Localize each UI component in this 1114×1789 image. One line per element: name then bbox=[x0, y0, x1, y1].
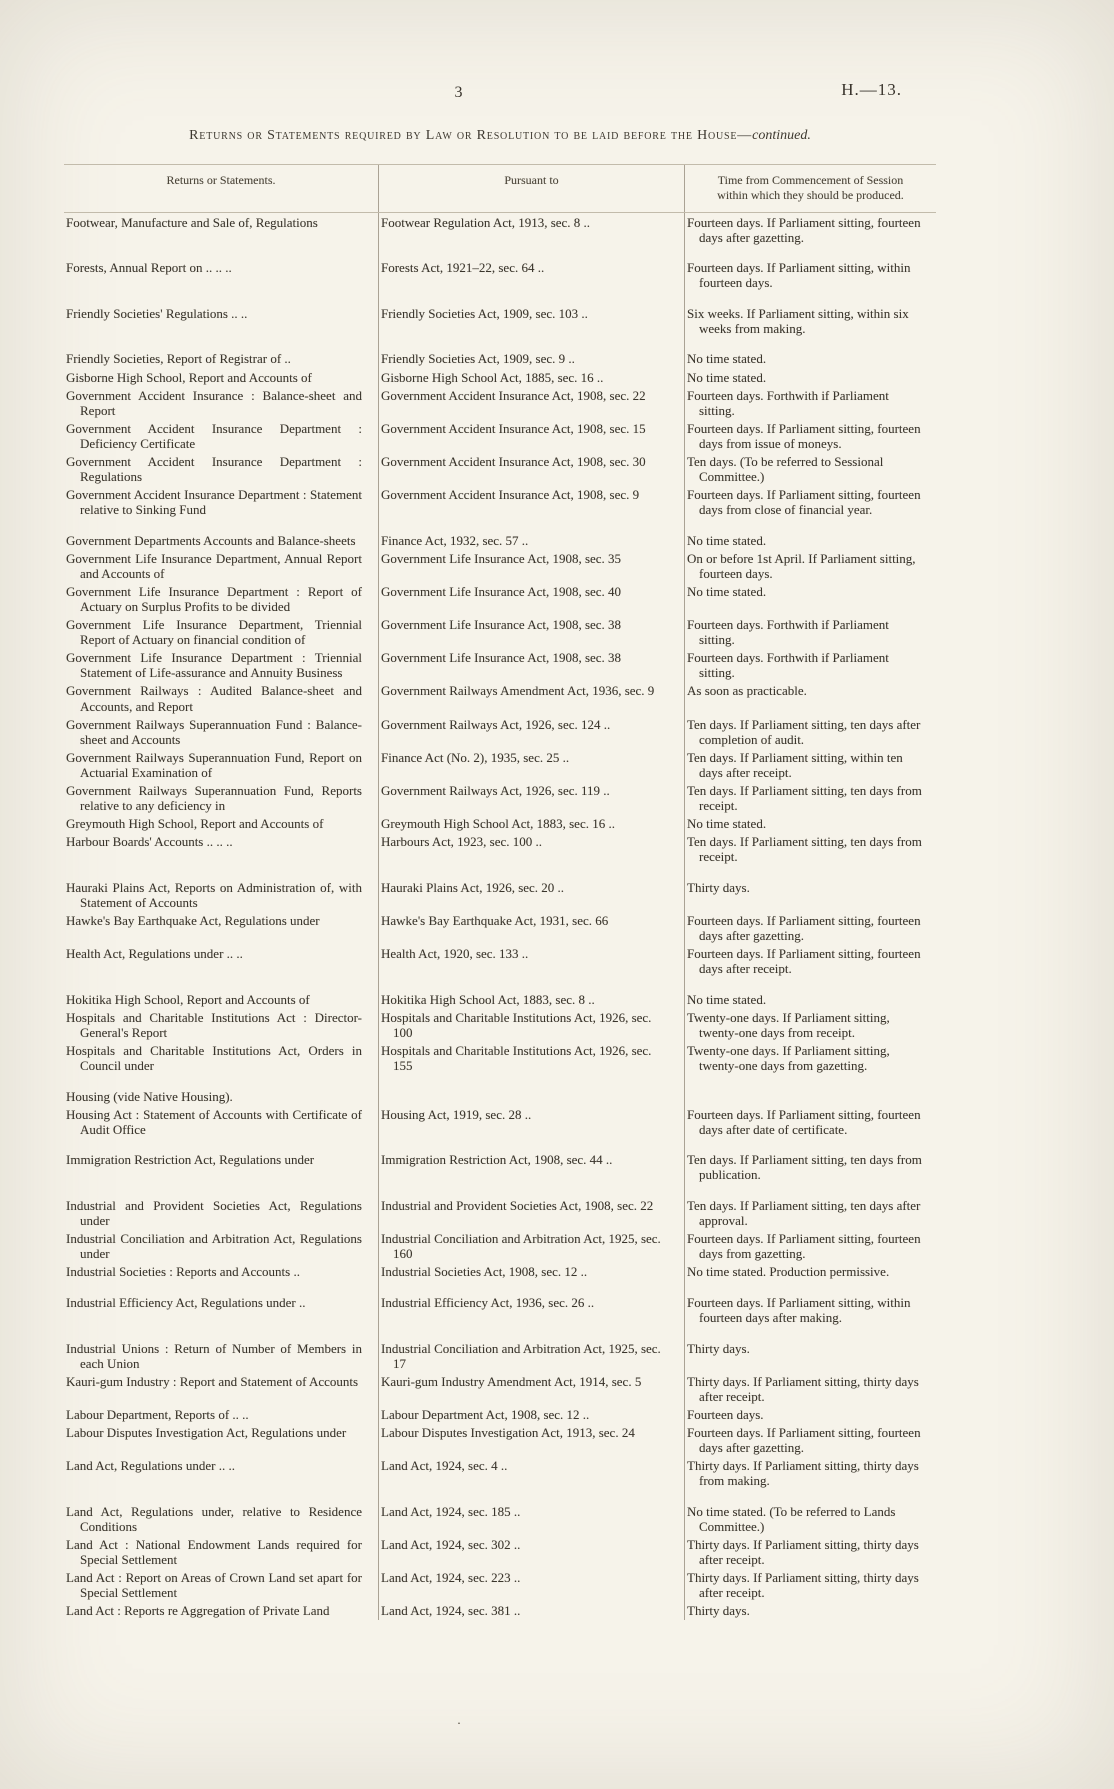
document-reference: H.—13. bbox=[841, 80, 902, 99]
pursuant-to-cell: Government Railways Amendment Act, 1936, sec. 9 bbox=[378, 682, 684, 715]
returns-or-statements-cell: Industrial Unions : Return of Number of Members in each Union bbox=[66, 1340, 362, 1371]
time-limit-cell: No time stated. bbox=[684, 815, 936, 833]
time-limit-cell: Ten days. If Parliament sitting, ten days after approval. bbox=[684, 1184, 936, 1230]
returns-or-statements-cell: Government Railways Superannuation Fund, Reports relative to any deficiency in bbox=[66, 782, 362, 813]
pursuant-to-cell: Labour Disputes Investigation Act, 1913, sec. 24 bbox=[378, 1424, 684, 1457]
table-row bbox=[64, 833, 936, 866]
pursuant-to-cell: Footwear Regulation Act, 1913, sec. 8 .. bbox=[378, 213, 684, 246]
time-limit-cell: Thirty days. If Parliament sitting, thirty days from making. bbox=[684, 1457, 936, 1490]
table-row bbox=[64, 1042, 936, 1075]
returns-or-statements-cell: Kauri-gum Industry : Report and Statement of Accounts bbox=[66, 1373, 359, 1389]
pursuant-to-cell: Gisborne High School Act, 1885, sec. 16 .. bbox=[378, 368, 684, 386]
time-limit-cell: Fourteen days. If Parliament sitting, fourteen days after receipt. bbox=[684, 945, 936, 978]
table-row bbox=[64, 1184, 936, 1230]
table-row bbox=[64, 781, 936, 814]
returns-or-statements-cell: Land Act : Report on Areas of Crown Land set apart for Special Settlement bbox=[66, 1570, 362, 1601]
pursuant-to-cell: Harbours Act, 1923, sec. 100 .. bbox=[378, 833, 684, 866]
table-row bbox=[64, 815, 936, 833]
pursuant-to-cell: Industrial Conciliation and Arbitration Act, 1925, sec. 17 bbox=[378, 1327, 684, 1373]
time-limit-cell: Thirty days. bbox=[684, 1602, 936, 1620]
time-limit-cell: Fourteen days. If Parliament sitting, fourteen days after gazetting. bbox=[684, 911, 936, 944]
pursuant-to-cell: Land Act, 1924, sec. 4 .. bbox=[378, 1457, 684, 1490]
pursuant-to-cell: Land Act, 1924, sec. 381 .. bbox=[378, 1602, 684, 1620]
table-row bbox=[64, 1075, 936, 1106]
returns-or-statements-cell: Land Act : National Endowment Lands required for Special Settlement bbox=[66, 1536, 362, 1568]
pursuant-to-cell: Kauri-gum Industry Amendment Act, 1914, sec. 5 bbox=[378, 1372, 684, 1405]
returns-or-statements-cell: Labour Department, Reports of .. .. bbox=[66, 1406, 249, 1422]
time-limit-cell: Thirty days. bbox=[684, 1327, 936, 1373]
pursuant-to-cell: Hawke's Bay Earthquake Act, 1931, sec. 66 bbox=[378, 911, 684, 944]
pursuant-to-cell: Forests Act, 1921–22, sec. 64 .. bbox=[378, 246, 684, 292]
time-limit-cell: Ten days. If Parliament sitting, ten days from receipt. bbox=[684, 781, 936, 814]
time-limit-cell: Fourteen days. If Parliament sitting, fourteen days from gazetting. bbox=[684, 1230, 936, 1263]
returns-or-statements-cell: Government Accident Insurance Department : Statement relative to Sinking Fund bbox=[66, 487, 362, 518]
pursuant-to-cell: Labour Department Act, 1908, sec. 12 .. bbox=[378, 1405, 684, 1423]
column-header-time-limit: Time from Commencement of Session within which they should be produced. bbox=[684, 165, 936, 212]
page-number: 3 bbox=[454, 84, 464, 101]
time-limit-cell: Fourteen days. If Parliament sitting, fourteen days after date of certificate. bbox=[684, 1105, 936, 1138]
time-limit-cell: Fourteen days. Forthwith if Parliament sitting. bbox=[684, 649, 936, 682]
table-row bbox=[64, 386, 936, 419]
table-row bbox=[64, 337, 936, 368]
pursuant-to-cell: Finance Act (No. 2), 1935, sec. 25 .. bbox=[378, 748, 684, 781]
column-header-pursuant-to: Pursuant to bbox=[378, 165, 684, 212]
table-row bbox=[64, 1535, 936, 1568]
document-title bbox=[64, 128, 936, 144]
time-limit-cell: No time stated. (To be referred to Lands Committee.) bbox=[684, 1490, 936, 1536]
returns-or-statements-cell: Hospitals and Charitable Institutions Act : Director-General's Report bbox=[66, 1009, 362, 1040]
returns-or-statements-cell: Forests, Annual Report on .. .. .. bbox=[66, 260, 232, 276]
pursuant-to-cell: Hokitika High School Act, 1883, sec. 8 .. bbox=[378, 978, 684, 1009]
table-row bbox=[64, 911, 936, 944]
time-limit-cell: Thirty days. If Parliament sitting, thirty days after receipt. bbox=[684, 1569, 936, 1602]
table-row bbox=[64, 519, 936, 550]
table-row bbox=[64, 748, 936, 781]
time-limit-cell: Twenty-one days. If Parliament sitting, twenty-one days from gazetting. bbox=[684, 1042, 936, 1075]
returns-or-statements-cell: Industrial Efficiency Act, Regulations under .. bbox=[66, 1294, 306, 1310]
returns-or-statements-cell: Greymouth High School, Report and Accounts of bbox=[66, 816, 324, 832]
returns-or-statements-cell: Government Accident Insurance Department : Deficiency Certificate bbox=[66, 420, 362, 451]
pursuant-to-cell: Industrial Societies Act, 1908, sec. 12 .. bbox=[378, 1263, 684, 1281]
returns-or-statements-cell: Government Life Insurance Department : Triennial Statement of Life-assurance and Annuity Business bbox=[66, 650, 362, 681]
time-limit-cell: Thirty days. bbox=[684, 866, 936, 912]
pursuant-to-cell: Land Act, 1924, sec. 185 .. bbox=[378, 1490, 684, 1536]
pursuant-to-cell: Land Act, 1924, sec. 223 .. bbox=[378, 1569, 684, 1602]
table-row bbox=[64, 1263, 936, 1281]
time-limit-cell: Fourteen days. If Parliament sitting, fourteen days from issue of moneys. bbox=[684, 419, 936, 452]
table-row bbox=[64, 246, 936, 292]
table-row bbox=[64, 1327, 936, 1373]
returns-or-statements-cell: Government Railways Superannuation Fund, Report on Actuarial Examination of bbox=[66, 749, 362, 780]
returns-table bbox=[64, 164, 936, 1620]
table-row bbox=[64, 1281, 936, 1327]
time-limit-cell: No time stated. bbox=[684, 368, 936, 386]
table-header-row bbox=[64, 165, 936, 213]
returns-or-statements-cell: Health Act, Regulations under .. .. bbox=[66, 946, 243, 962]
table-row bbox=[64, 1138, 936, 1184]
pursuant-to-cell: Hospitals and Charitable Institutions Act, 1926, sec. 155 bbox=[378, 1042, 684, 1075]
returns-or-statements-cell: Land Act, Regulations under, relative to Residence Conditions bbox=[66, 1503, 362, 1534]
returns-or-statements-cell: Government Accident Insurance Department : Regulations bbox=[66, 453, 362, 485]
table-row bbox=[64, 549, 936, 582]
table-row bbox=[64, 1405, 936, 1423]
returns-or-statements-cell: Government Life Insurance Department, Annual Report and Accounts of bbox=[66, 550, 362, 581]
pursuant-to-cell: Land Act, 1924, sec. 302 .. bbox=[378, 1535, 684, 1568]
time-limit-cell: No time stated. bbox=[684, 337, 936, 368]
pursuant-to-cell: Government Accident Insurance Act, 1908, sec. 15 bbox=[378, 419, 684, 452]
pursuant-to-cell: Industrial and Provident Societies Act, 1908, sec. 22 bbox=[378, 1184, 684, 1230]
returns-or-statements-cell: Immigration Restriction Act, Regulations under bbox=[66, 1152, 315, 1168]
returns-or-statements-cell: Industrial and Provident Societies Act, Regulations under bbox=[66, 1198, 362, 1229]
time-limit-cell: Ten days. (To be referred to Sessional Committee.) bbox=[684, 452, 936, 485]
table-row bbox=[64, 649, 936, 682]
pursuant-to-cell: Government Accident Insurance Act, 1908, sec. 22 bbox=[378, 386, 684, 419]
time-limit-cell: Twenty-one days. If Parliament sitting, twenty-one days from receipt. bbox=[684, 1008, 936, 1041]
time-limit-cell: Ten days. If Parliament sitting, ten days from receipt. bbox=[684, 833, 936, 866]
returns-or-statements-cell: Hawke's Bay Earthquake Act, Regulations under bbox=[66, 912, 320, 928]
returns-or-statements-cell: Land Act, Regulations under .. .. bbox=[66, 1458, 235, 1474]
returns-or-statements-cell: Hauraki Plains Act, Reports on Administration of, with Statement of Accounts bbox=[66, 879, 362, 910]
pursuant-to-cell: Immigration Restriction Act, 1908, sec. 44 .. bbox=[378, 1138, 684, 1184]
pursuant-to-cell: Industrial Efficiency Act, 1936, sec. 26 .. bbox=[378, 1281, 684, 1327]
returns-or-statements-cell: Government Life Insurance Department : Report of Actuary on Surplus Profits to be divided bbox=[66, 583, 362, 615]
table-row bbox=[64, 292, 936, 338]
table-row bbox=[64, 1372, 936, 1405]
returns-or-statements-cell: Government Railways Superannuation Fund : Balance-sheet and Accounts bbox=[66, 716, 362, 747]
table-row bbox=[64, 978, 936, 1009]
table-row bbox=[64, 486, 936, 519]
returns-or-statements-cell: Government Life Insurance Department, Triennial Report of Actuary on financial condition of bbox=[66, 617, 362, 648]
pursuant-to-cell bbox=[378, 1075, 684, 1106]
time-limit-cell: On or before 1st April. If Parliament sitting, fourteen days. bbox=[684, 549, 936, 582]
pursuant-to-cell: Friendly Societies Act, 1909, sec. 9 .. bbox=[378, 337, 684, 368]
table-row bbox=[64, 866, 936, 912]
title-main: Returns or Statements required by Law or Resolution to be laid before the House— bbox=[189, 128, 753, 143]
time-limit-cell: Fourteen days. If Parliament sitting, fourteen days after gazetting. bbox=[684, 213, 936, 246]
pursuant-to-cell: Government Life Insurance Act, 1908, sec. 38 bbox=[378, 649, 684, 682]
returns-or-statements-cell: Friendly Societies' Regulations .. .. bbox=[66, 305, 248, 321]
footer-mark: . bbox=[457, 1712, 461, 1727]
time-limit-cell: Ten days. If Parliament sitting, ten days from publication. bbox=[684, 1138, 936, 1184]
time-limit-cell: Fourteen days. If Parliament sitting, within fourteen days after making. bbox=[684, 1281, 936, 1327]
pursuant-to-cell: Government Accident Insurance Act, 1908, sec. 9 bbox=[378, 486, 684, 519]
column-header-returns-or-statements: Returns or Statements. bbox=[166, 173, 276, 187]
returns-or-statements-cell: Land Act : Reports re Aggregation of Private Land bbox=[66, 1603, 330, 1619]
pursuant-to-cell: Hospitals and Charitable Institutions Act, 1926, sec. 100 bbox=[378, 1008, 684, 1041]
table-row bbox=[64, 682, 936, 715]
time-limit-cell: No time stated. bbox=[684, 519, 936, 550]
table-row bbox=[64, 715, 936, 748]
table-row bbox=[64, 452, 936, 485]
table-row bbox=[64, 616, 936, 649]
table-row bbox=[64, 1569, 936, 1602]
time-limit-cell: Fourteen days. Forthwith if Parliament sitting. bbox=[684, 616, 936, 649]
pursuant-to-cell: Government Accident Insurance Act, 1908, sec. 30 bbox=[378, 452, 684, 485]
time-limit-cell: Six weeks. If Parliament sitting, within six weeks from making. bbox=[684, 292, 936, 338]
table-row bbox=[64, 1105, 936, 1138]
time-limit-cell: Fourteen days. bbox=[684, 1405, 936, 1423]
returns-or-statements-cell: Labour Disputes Investigation Act, Regulations under bbox=[66, 1425, 347, 1440]
pursuant-to-cell: Greymouth High School Act, 1883, sec. 16 .. bbox=[378, 815, 684, 833]
pursuant-to-cell: Friendly Societies Act, 1909, sec. 103 .. bbox=[378, 292, 684, 338]
time-limit-cell: Fourteen days. If Parliament sitting, fourteen days from close of financial year. bbox=[684, 486, 936, 519]
returns-or-statements-cell: Friendly Societies, Report of Registrar of .. bbox=[66, 351, 291, 367]
time-limit-cell: As soon as practicable. bbox=[684, 682, 936, 715]
time-limit-cell: Ten days. If Parliament sitting, ten days after completion of audit. bbox=[684, 715, 936, 748]
returns-or-statements-cell: Hokitika High School, Report and Accounts of bbox=[66, 991, 310, 1007]
time-limit-cell: Ten days. If Parliament sitting, within ten days after receipt. bbox=[684, 748, 936, 781]
time-limit-cell: Thirty days. If Parliament sitting, thirty days after receipt. bbox=[684, 1535, 936, 1568]
time-limit-cell bbox=[684, 1075, 936, 1106]
returns-or-statements-cell: Industrial Societies : Reports and Accounts .. bbox=[66, 1264, 300, 1280]
returns-or-statements-cell: Gisborne High School, Report and Accounts of bbox=[66, 369, 312, 385]
pursuant-to-cell: Hauraki Plains Act, 1926, sec. 20 .. bbox=[378, 866, 684, 912]
time-limit-cell: Thirty days. If Parliament sitting, thirty days after receipt. bbox=[684, 1372, 936, 1405]
table-row bbox=[64, 1230, 936, 1263]
table-row bbox=[64, 1424, 936, 1457]
pursuant-to-cell: Industrial Conciliation and Arbitration Act, 1925, sec. 160 bbox=[378, 1230, 684, 1263]
pursuant-to-cell: Government Life Insurance Act, 1908, sec. 38 bbox=[378, 616, 684, 649]
table-row bbox=[64, 1008, 936, 1041]
time-limit-cell: Fourteen days. If Parliament sitting, within fourteen days. bbox=[684, 246, 936, 292]
time-limit-cell: No time stated. bbox=[684, 582, 936, 615]
pursuant-to-cell: Government Railways Act, 1926, sec. 119 .. bbox=[378, 781, 684, 814]
returns-or-statements-cell: Government Accident Insurance : Balance-sheet and Report bbox=[66, 387, 362, 418]
table-row bbox=[64, 213, 936, 246]
table-row bbox=[64, 368, 936, 386]
table-row bbox=[64, 1602, 936, 1620]
pursuant-to-cell: Government Life Insurance Act, 1908, sec. 35 bbox=[378, 549, 684, 582]
table-row bbox=[64, 1490, 936, 1536]
time-limit-cell: Fourteen days. If Parliament sitting, fourteen days after gazetting. bbox=[684, 1424, 936, 1457]
returns-or-statements-cell: Housing (vide Native Housing). bbox=[66, 1088, 233, 1104]
returns-or-statements-cell: Government Railways : Audited Balance-sheet and Accounts, and Report bbox=[66, 683, 362, 714]
returns-or-statements-cell: Hospitals and Charitable Institutions Act, Orders in Council under bbox=[66, 1043, 362, 1074]
returns-or-statements-cell: Industrial Conciliation and Arbitration Act, Regulations under bbox=[66, 1231, 362, 1262]
table-row bbox=[64, 945, 936, 978]
returns-or-statements-cell: Harbour Boards' Accounts .. .. .. bbox=[66, 834, 233, 850]
table-body bbox=[64, 213, 936, 1620]
pursuant-to-cell: Government Railways Act, 1926, sec. 124 .. bbox=[378, 715, 684, 748]
pursuant-to-cell: Finance Act, 1932, sec. 57 .. bbox=[378, 519, 684, 550]
pursuant-to-cell: Government Life Insurance Act, 1908, sec. 40 bbox=[378, 582, 684, 615]
title-continued: continued. bbox=[752, 128, 811, 143]
time-limit-cell: Fourteen days. Forthwith if Parliament sitting. bbox=[684, 386, 936, 419]
time-limit-cell: No time stated. bbox=[684, 978, 936, 1009]
returns-or-statements-cell: Government Departments Accounts and Balance-sheets bbox=[66, 532, 356, 548]
table-row bbox=[64, 582, 936, 615]
pursuant-to-cell: Housing Act, 1919, sec. 28 .. bbox=[378, 1105, 684, 1138]
table-row bbox=[64, 1457, 936, 1490]
returns-or-statements-cell: Footwear, Manufacture and Sale of, Regulations bbox=[66, 214, 318, 230]
time-limit-cell: No time stated. Production permissive. bbox=[684, 1263, 936, 1281]
pursuant-to-cell: Health Act, 1920, sec. 133 .. bbox=[378, 945, 684, 978]
returns-or-statements-cell: Housing Act : Statement of Accounts with Certificate of Audit Office bbox=[66, 1106, 362, 1137]
table-row bbox=[64, 419, 936, 452]
